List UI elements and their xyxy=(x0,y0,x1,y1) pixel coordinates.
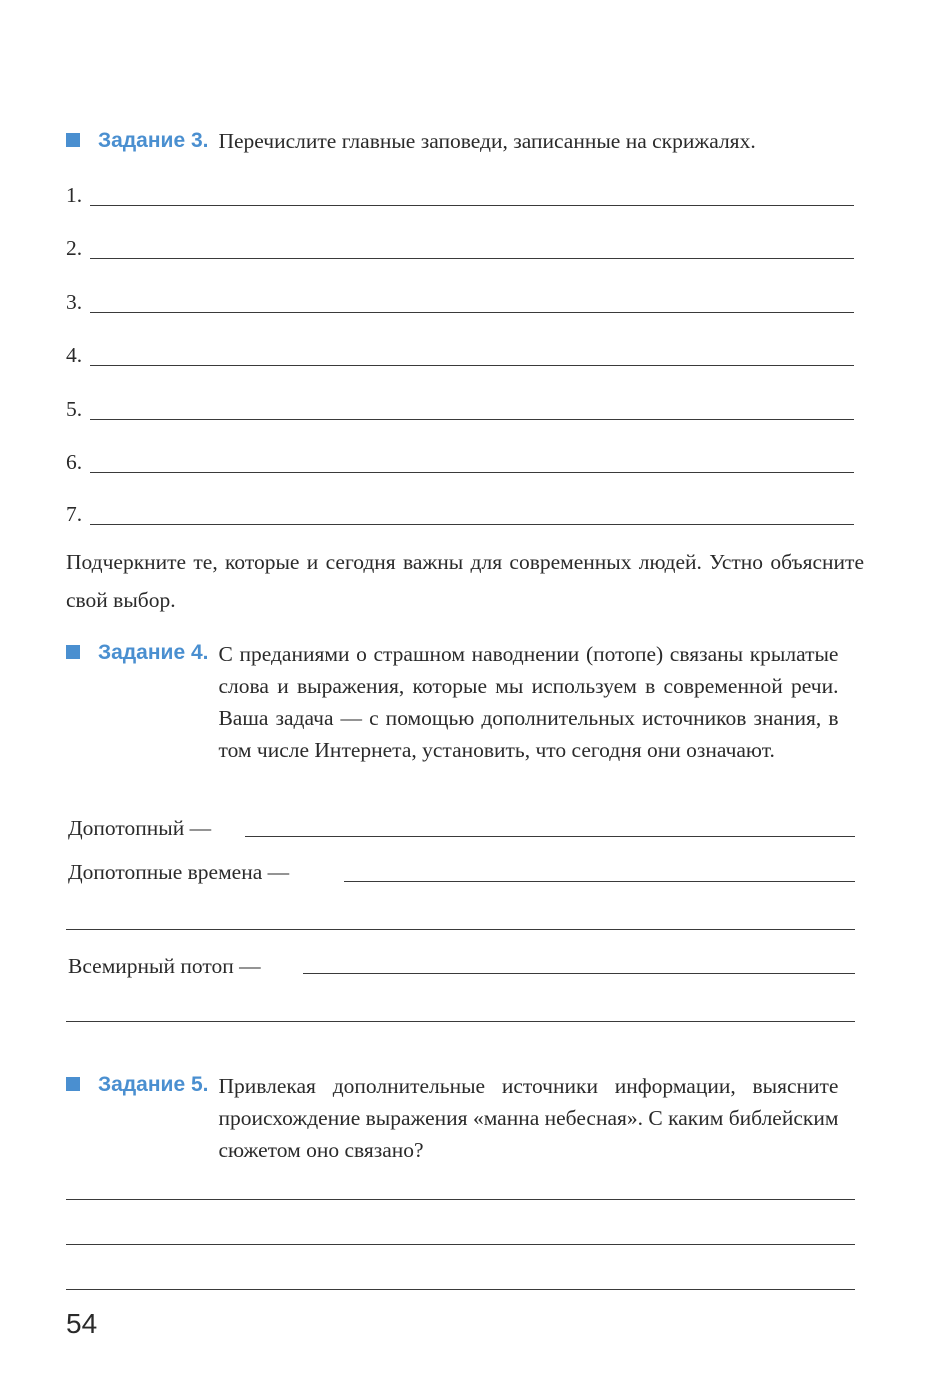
answer-field-4[interactable] xyxy=(90,365,854,366)
task-3-label: Задание 3. xyxy=(98,129,209,152)
task-3-note: Подчеркните те, которые и сегодня важны для современных людей. Устно объясните свой выбор. xyxy=(66,550,864,612)
answer-line-3 xyxy=(66,285,854,315)
answer-field-7[interactable] xyxy=(90,524,854,525)
task-3-heading xyxy=(66,126,866,156)
item-number: 2. xyxy=(66,236,83,260)
term-dopotopny-answer[interactable] xyxy=(245,836,855,837)
answer-field-3[interactable] xyxy=(90,312,854,313)
task-5-label: Задание 5. xyxy=(98,1073,209,1096)
square-bullet-icon xyxy=(66,133,80,147)
task-4-label: Задание 4. xyxy=(98,641,209,664)
page-number: 54 xyxy=(66,1308,98,1339)
term-vsemirny-potop-answer[interactable] xyxy=(303,973,855,974)
task-5-answer-line-1[interactable] xyxy=(66,1199,855,1200)
term-vsemirny-potop: Всемирный потоп — xyxy=(68,954,261,978)
item-number: 4. xyxy=(66,343,83,367)
answer-line-5 xyxy=(66,392,854,422)
item-number: 7. xyxy=(66,502,83,526)
term-dopotopny: Допотопный — xyxy=(68,816,212,840)
task-5-answer-line-3[interactable] xyxy=(66,1289,855,1290)
square-bullet-icon xyxy=(66,645,80,659)
answer-line-7 xyxy=(66,497,854,527)
square-bullet-icon xyxy=(66,1077,80,1091)
term-dopotopnye-vremena-answer[interactable] xyxy=(344,881,855,882)
task-4-text: С преданиями о страшном наводнении (потопе) связаны крылатые слова и выражения, которые мы используем в современной речи. Ваша задача — с помощью дополнительных источников знания, в том числе Интернета, установить, что сегодня они означают. xyxy=(218,642,839,762)
answer-line-2 xyxy=(66,231,854,261)
item-number: 6. xyxy=(66,450,83,474)
answer-field-6[interactable] xyxy=(90,472,854,473)
item-number: 1. xyxy=(66,183,83,207)
term-vsemirny-potop-answer-continued[interactable] xyxy=(66,1021,855,1022)
task-4-heading xyxy=(66,638,864,766)
task-5-heading xyxy=(66,1070,864,1166)
item-number: 5. xyxy=(66,397,83,421)
answer-line-4 xyxy=(66,338,854,368)
answer-field-5[interactable] xyxy=(90,419,854,420)
item-number: 3. xyxy=(66,290,83,314)
answer-line-1 xyxy=(66,178,854,208)
term-dopotopnye-vremena: Допотопные времена — xyxy=(68,860,290,884)
answer-field-1[interactable] xyxy=(90,205,854,206)
task-5-text: Привлекая дополнительные источники информации, выясните происхождение выражения «манна небесная». С каким библейским сюжетом оно связано? xyxy=(218,1074,839,1162)
term-dopotopnye-vremena-answer-continued[interactable] xyxy=(66,929,855,930)
task-5-answer-line-2[interactable] xyxy=(66,1244,855,1245)
task-3-text: Перечислите главные заповеди, записанные на скрижалях. xyxy=(218,129,756,153)
answer-line-6 xyxy=(66,445,854,475)
answer-field-2[interactable] xyxy=(90,258,854,259)
